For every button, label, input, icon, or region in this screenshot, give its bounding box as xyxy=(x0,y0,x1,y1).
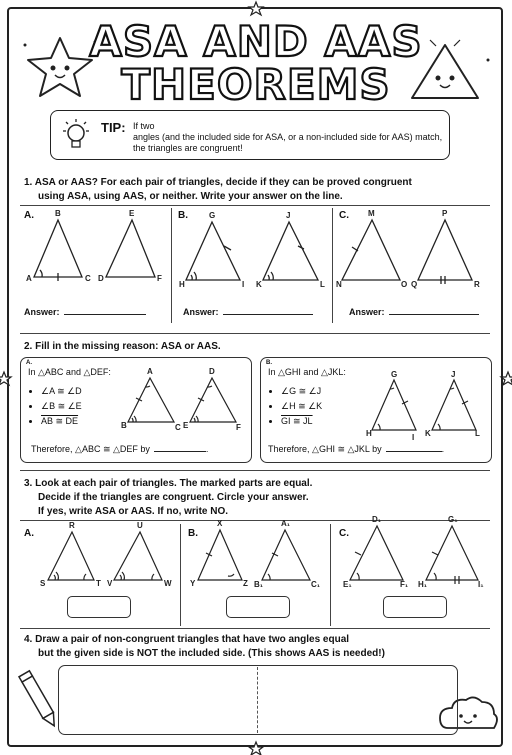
q1a-vertex: D xyxy=(98,274,104,283)
divider xyxy=(20,628,490,629)
q3-part-a-label: A. xyxy=(24,528,34,539)
q2b-vertex: L xyxy=(475,429,480,438)
q3c-vertex: I₁ xyxy=(478,580,484,589)
q2b-item: • ∠G ≅ ∠J xyxy=(281,384,322,399)
q2b-tag: B. xyxy=(266,360,272,366)
q3c-vertex: E₁ xyxy=(343,580,352,589)
q2a-tag: A. xyxy=(26,360,32,366)
q1b-vertex: K xyxy=(256,280,262,289)
q2a-vertex: D xyxy=(209,367,215,376)
q2a-vertex: C xyxy=(175,423,181,432)
answer-label: Answer: xyxy=(183,307,219,317)
q1a-vertex: A xyxy=(26,274,32,283)
q2a-vertex: A xyxy=(147,367,153,376)
q2b-vertex: H xyxy=(366,429,372,438)
tip-text-line-3: the triangles are congruent! xyxy=(133,143,243,153)
q2b-vertex: J xyxy=(451,370,456,379)
q1c-vertex: N xyxy=(336,280,342,289)
q1a-vertex: E xyxy=(129,209,135,218)
q1b-vertex: G xyxy=(209,211,216,220)
q2b-conclusion[interactable]: Therefore, △GHI ≅ △JKL by . xyxy=(268,444,445,454)
q2a-vertex: F xyxy=(236,423,241,432)
q1-part-b-label: B. xyxy=(178,210,188,221)
q2a-vertex: E xyxy=(183,421,189,430)
q3b-vertex: A₁ xyxy=(281,519,291,528)
q2b-given: In △GHI and △JKL: xyxy=(268,367,346,377)
q4-heading xyxy=(24,633,385,661)
q2a-conclusion-text: Therefore, △ABC ≅ △DEF by xyxy=(31,444,150,454)
q3-heading-line-3: If yes, write ASA or AAS. If no, write NO. xyxy=(38,506,229,517)
q2a-item: • ∠A ≅ ∠D xyxy=(41,384,82,399)
q4-heading-line-2: but the given side is NOT the included side. (This shows AAS is needed!) xyxy=(38,648,385,659)
q3a-vertex: T xyxy=(96,579,101,588)
title-line-2: THEOREMS xyxy=(121,60,391,109)
q3a-vertex: W xyxy=(164,579,172,588)
q1a-vertex: C xyxy=(85,274,91,283)
q3b-vertex: X xyxy=(217,519,223,528)
pencil-icon xyxy=(19,671,59,729)
tip-label: TIP: xyxy=(101,120,126,135)
q2b-vertex: I xyxy=(412,433,415,442)
q3b-answer-box[interactable] xyxy=(226,596,290,618)
q3a-vertex: U xyxy=(137,521,143,530)
q3-part-c-label: C. xyxy=(339,528,349,539)
q1b-vertex: H xyxy=(179,280,185,289)
q2a-vertex: B xyxy=(121,421,127,430)
q3a-vertex: V xyxy=(107,579,113,588)
q2a-conclusion[interactable]: Therefore, △ABC ≅ △DEF by . xyxy=(31,444,209,454)
q1-part-a-label: A. xyxy=(24,210,34,221)
q3-heading-line-1: 3. Look at each pair of triangles. The marked parts are equal. xyxy=(24,478,313,489)
q1a-vertex: B xyxy=(55,209,61,218)
drawing-divider xyxy=(257,667,258,733)
answer-label: Answer: xyxy=(24,307,60,317)
q3b-vertex: C₁ xyxy=(311,580,321,589)
q4-drawing-area[interactable] xyxy=(58,665,458,735)
q3a-vertex: R xyxy=(69,521,75,530)
q3b-vertex: Z xyxy=(243,579,248,588)
q3c-vertex: G₁ xyxy=(448,515,458,524)
q2b-item: • ∠H ≅ ∠K xyxy=(281,399,322,414)
q3c-vertex: H₁ xyxy=(418,580,428,589)
q1-heading-line-1: 1. ASA or AAS? For each pair of triangles, decide if they can be proved congruent xyxy=(24,177,412,188)
q3a-answer-box[interactable] xyxy=(67,596,131,618)
q2b-conclusion-text: Therefore, △GHI ≅ △JKL by xyxy=(268,444,382,454)
q1c-vertex: P xyxy=(442,209,448,218)
q2b-vertex: K xyxy=(425,429,431,438)
q3b-vertex: Y xyxy=(190,579,196,588)
q1-part-c-label: C. xyxy=(339,210,349,221)
q3-heading-line-2: Decide if the triangles are congruent. Circle your answer. xyxy=(38,492,309,503)
tip-text-line-1: If two xyxy=(133,121,155,131)
q1c-vertex: R xyxy=(474,280,480,289)
q3-part-b-label: B. xyxy=(188,528,198,539)
q2-heading: 2. Fill in the missing reason: ASA or AAS. xyxy=(24,341,221,352)
q1c-vertex: Q xyxy=(411,280,418,289)
title-line-1: ASA AND AAS xyxy=(89,17,423,66)
q1-heading-line-2: using ASA, using AAS, or neither. Write your answer on the line. xyxy=(38,191,343,202)
q3c-vertex: F₁ xyxy=(400,580,409,589)
tip-text-line-2: angles (and the included side for ASA, or a non-included side for AAS) match, xyxy=(133,132,443,142)
q3c-answer-box[interactable] xyxy=(383,596,447,618)
q3b-vertex: B₁ xyxy=(254,580,264,589)
q2b-item: • GI ≅ JL xyxy=(281,414,322,429)
q1c-vertex: O xyxy=(401,280,408,289)
q2a-item: • ∠B ≅ ∠E xyxy=(41,399,82,414)
q1b-vertex: L xyxy=(320,280,325,289)
answer-label: Answer: xyxy=(349,307,385,317)
q1b-vertex: I xyxy=(242,280,245,289)
q3a-vertex: S xyxy=(40,579,46,588)
q1c-vertex: M xyxy=(368,209,375,218)
q4-heading-line-1: 4. Draw a pair of non-congruent triangles that have two angles equal xyxy=(24,634,350,645)
q1a-vertex: F xyxy=(157,274,162,283)
bottom-star-icon xyxy=(249,742,263,755)
q2a-item: • AB ≅ DE xyxy=(41,414,82,429)
q2b-vertex: G xyxy=(391,370,398,379)
q2a-given: In △ABC and △DEF: xyxy=(28,367,111,377)
q1b-vertex: J xyxy=(286,211,291,220)
q3c-vertex: D₁ xyxy=(372,515,382,524)
